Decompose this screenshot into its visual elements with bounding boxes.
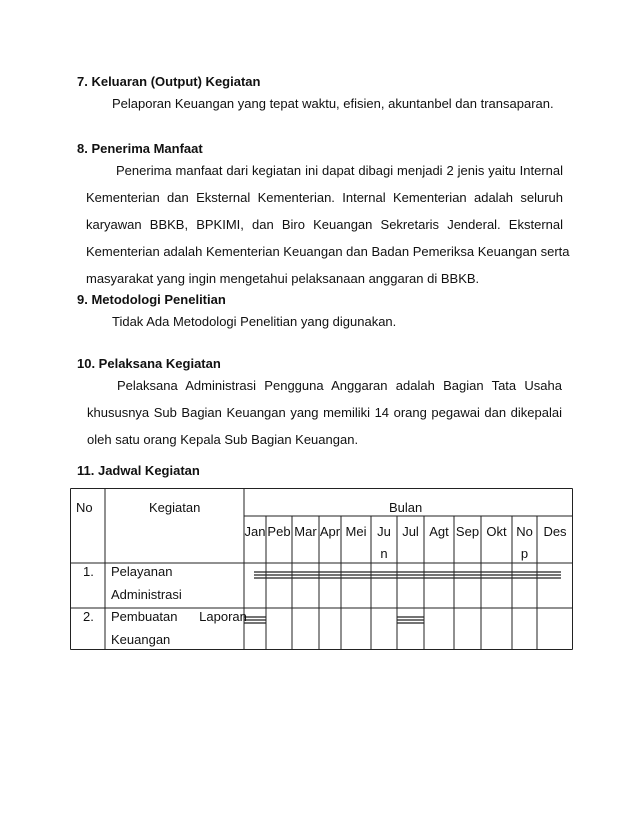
month-header: Apr <box>319 524 341 539</box>
section-8-line: karyawan BBKB, BPKIMI, dan Biro Keuangan Sekretaris Jenderal. Eksternal <box>86 217 563 232</box>
section-10-line: khususnya Sub Bagian Keuangan yang memiliki 14 orang pegawai dan dikepalai <box>87 405 562 420</box>
month-header: Jan <box>244 524 266 539</box>
row-number: 1. <box>83 564 94 579</box>
section-9-line: Tidak Ada Metodologi Penelitian yang digunakan. <box>112 314 397 329</box>
month-header: Mar <box>294 524 317 539</box>
row-activity-line: Pelayanan <box>111 564 173 579</box>
row-number: 2. <box>83 609 94 624</box>
section-7-body <box>112 90 554 117</box>
section-8-body <box>86 157 570 292</box>
month-header: No <box>516 524 533 539</box>
month-header: Okt <box>486 524 507 539</box>
month-header: p <box>520 546 529 561</box>
section-7-line: Pelaporan Keuangan yang tepat waktu, efisien, akuntanbel dan transaparan. <box>112 96 554 111</box>
section-9-body <box>112 308 412 335</box>
section-8-heading: 8. Penerima Manfaat <box>77 141 203 156</box>
section-10-line: Pelaksana Administrasi Pengguna Anggaran adalah Bagian Tata Usaha <box>117 378 562 393</box>
month-header: Agt <box>429 524 449 539</box>
section-8-line: masyarakat yang ingin mengetahui pelaksanaan anggaran di BBKB. <box>86 271 480 286</box>
month-header: Mei <box>345 524 367 539</box>
section-8-line: Penerima manfaat dari kegiatan ini dapat dibagi menjadi 2 jenis yaitu Internal <box>116 163 563 178</box>
col-kegiatan-header: Kegiatan <box>149 500 201 515</box>
col-bulan-header: Bulan <box>389 500 423 515</box>
section-9-heading: 9. Metodologi Penelitian <box>77 292 226 307</box>
row-activity-line: Keuangan <box>111 632 171 647</box>
section-10-heading: 10. Pelaksana Kegiatan <box>77 356 221 371</box>
month-header: Jul <box>402 524 419 539</box>
row-activity-line: Administrasi <box>111 587 182 602</box>
month-header: Peb <box>267 524 291 539</box>
month-header: Des <box>543 524 567 539</box>
month-header: Sep <box>455 524 480 539</box>
month-header: n <box>380 546 388 561</box>
section-8-line: Kementerian adalah Kementerian Keuangan dan Badan Pemeriksa Keuangan serta <box>86 244 570 259</box>
month-header: Ju <box>377 524 391 539</box>
schedule-table <box>70 488 573 650</box>
section-10-line: oleh satu orang Kepala Sub Bagian Keuangan. <box>87 432 359 447</box>
section-10-body <box>87 372 562 453</box>
section-11-heading: 11. Jadwal Kegiatan <box>77 463 200 478</box>
row-activity-line: Pembuatan Laporan <box>111 609 247 624</box>
section-7-heading: 7. Keluaran (Output) Kegiatan <box>77 74 261 89</box>
col-no-header: No <box>76 500 93 515</box>
section-8-line: Kementerian dan Eksternal Kementerian. Internal Kementerian adalah seluruh <box>86 190 563 205</box>
